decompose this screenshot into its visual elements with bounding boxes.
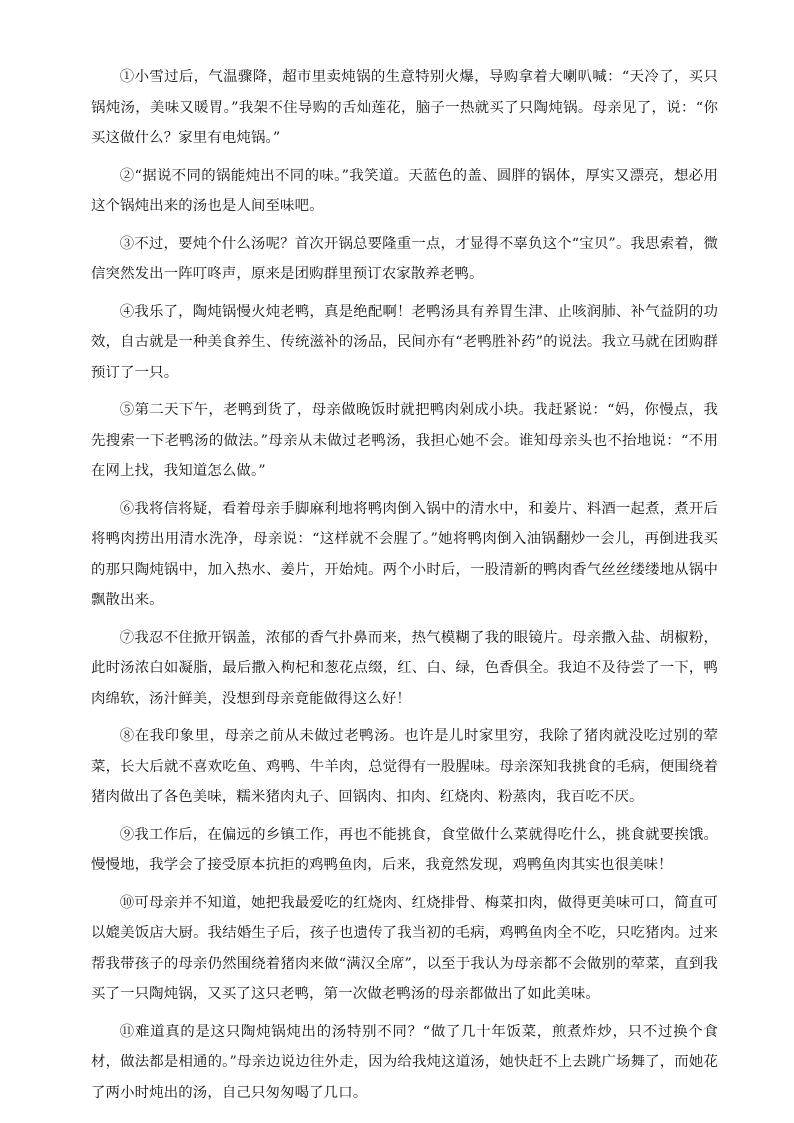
paragraph-4: ④我乐了，陶炖锅慢火炖老鸭，真是绝配啊！老鸭汤具有养胃生津、止咳润肺、补气益阴的功效，自古就是一种美食养生、传统滋补的汤品，民间亦有“老鸭胜补药”的说法。我立马就在团购群预订了一只。 [91, 303, 718, 381]
paragraph-5: ⑤第二天下午，老鸭到货了，母亲做晚饭时就把鸭肉剁成小块。我赶紧说：“妈，你慢点，我先搜索一下老鸭汤的做法。”母亲从未做过老鸭汤，我担心她不会。谁知母亲头也不抬地说：“不用在网上找，我知道怎么做。” [91, 402, 718, 479]
document-body [91, 62, 718, 1115]
paragraph-1: ①小雪过后，气温骤降，超市里卖炖锅的生意特别火爆，导购拿着大喇叭喊：“天冷了，买只锅炖汤，美味又暖胃。”我架不住导购的舌灿莲花，脑子一热就买了只陶炖锅。母亲见了，说：“你买这做什么？家里有电炖锅。” [91, 69, 718, 146]
paragraph-10: ⑩可母亲并不知道，她把我最爱吃的红烧肉、红烧排骨、梅菜扣肉，做得更美味可口，简直可以媲美饭店大厨。我结婚生子后，孩子也遗传了我当初的毛病，鸡鸭鱼肉全不吃，只吃猪肉。过来帮我带孩子的母亲仍然围绕着猪肉来做“满汉全席”，以至于我认为母亲都不会做别的荤菜，直到我买了一只陶炖锅，又买了这只老鸭，第一次做老鸭汤的母亲都做出了如此美味。 [91, 894, 718, 1002]
paragraph-8: ⑧在我印象里，母亲之前从未做过老鸭汤。也许是儿时家里穷，我除了猪肉就没吃过别的荤菜，长大后就不喜欢吃鱼、鸡鸭、牛羊肉，总觉得有一股腥味。母亲深知我挑食的毛病，便围绕着猪肉做出了各色美味，糯米猪肉丸子、回锅肉、扣肉、红烧肉、粉蒸肉，我百吃不厌。 [91, 728, 718, 805]
paragraph-3: ③不过，要炖个什么汤呢？首次开锅总要隆重一点，才显得不辜负这个“宝贝”。我思索着，微信突然发出一阵叮咚声，原来是团购群里预订农家散养老鸭。 [91, 235, 718, 282]
paragraph-7: ⑦我忍不住掀开锅盖，浓郁的香气扑鼻而来，热气模糊了我的眼镜片。母亲撒入盐、胡椒粉，此时汤浓白如凝脂，最后撒入枸杞和葱花点缀，红、白、绿，色香俱全。我迫不及待尝了一下，鸭肉绵软，汤汁鲜美，没想到母亲竟能做得这么好！ [91, 629, 718, 707]
paragraph-6: ⑥我将信将疑，看着母亲手脚麻利地将鸭肉倒入锅中的清水中，和姜片、料酒一起煮，煮开后将鸭肉捞出用清水洗净，母亲说：“这样就不会腥了。”她将鸭肉倒入油锅翻炒一会儿，再倒进我买的那只陶炖锅中，加入热水、姜片，开始炖。两个小时后，一股清新的鸭肉香气丝丝缕缕地从锅中飘散出来。 [91, 500, 718, 608]
paragraph-9: ⑨我工作后，在偏远的乡镇工作，再也不能挑食，食堂做什么菜就得吃什么，挑食就要挨饿。慢慢地，我学会了接受原本抗拒的鸡鸭鱼肉，后来，我竟然发现，鸡鸭鱼肉其实也很美味！ [91, 826, 718, 873]
paragraph-2: ②“据说不同的锅能炖出不同的味。”我笑道。天蓝色的盖、圆胖的锅体，厚实又漂亮，想必用这个锅炖出来的汤也是人间至味吧。 [91, 167, 718, 214]
paragraph-11: ⑪难道真的是这只陶炖锅炖出的汤特别不同？“做了几十年饭菜，煎煮炸炒，只不过换个食材，做法都是相通的。”母亲边说边往外走，因为给我炖这道汤，她快赶不上去跳广场舞了，而她花了两小时炖出的汤，自己只匆匆喝了几口。 [91, 1023, 718, 1101]
